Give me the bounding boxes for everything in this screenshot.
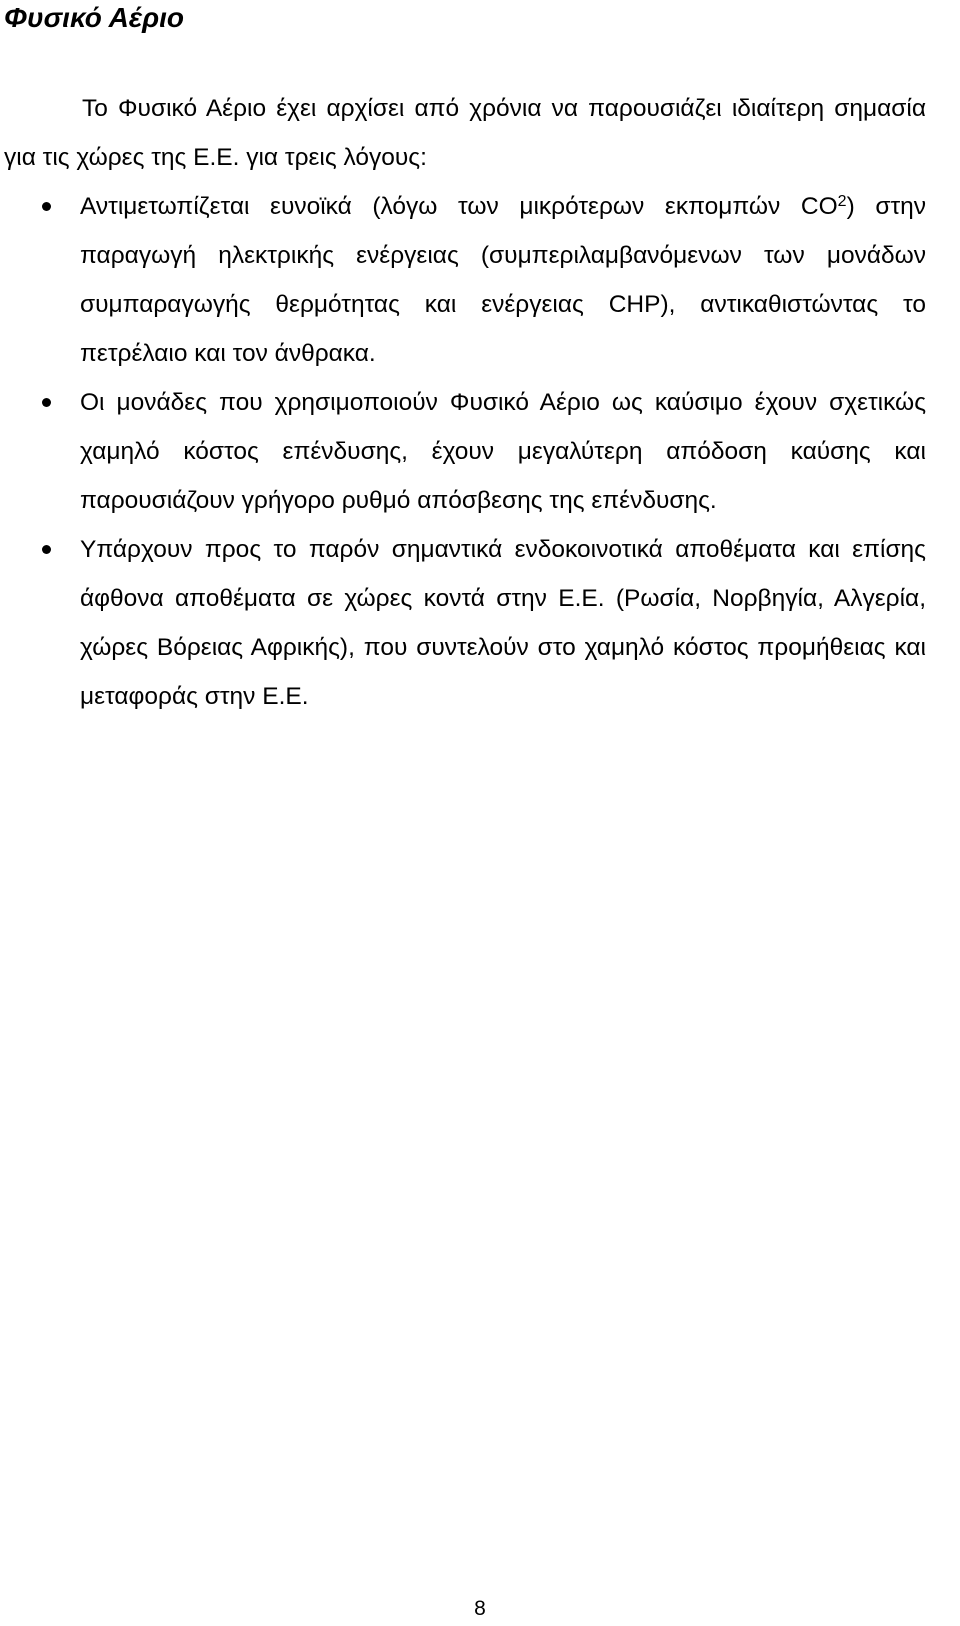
bullet-icon <box>42 398 51 407</box>
bullet-list <box>4 182 926 721</box>
bullet-icon <box>42 202 51 211</box>
bullet-text <box>80 193 926 367</box>
bullet-text-part: ) στην παραγωγή ηλεκτρικής ενέργειας (συμπεριλαμβανόμενων των μονάδων συμπαραγωγής θερμότητας και ενέργειας CHP), αντικαθιστώντας το πετρέλαιο και τον άνθρακα. <box>80 193 926 367</box>
section-heading: Φυσικό Αέριο <box>4 2 185 33</box>
list-item <box>4 525 926 721</box>
list-item <box>4 182 926 378</box>
page-number: 8 <box>474 1597 486 1620</box>
bullet-text: Υπάρχουν προς το παρόν σημαντικά ενδοκοινοτικά αποθέματα και επίσης άφθονα αποθέματα σε χώρες κοντά στην Ε.Ε. (Ρωσία, Νορβηγία, Αλγερία, χώρες Βόρειας Αφρικής), που συντελούν στο χαμηλό κόστος προμήθειας και μεταφοράς στην Ε.Ε. <box>80 536 926 710</box>
body-text <box>4 84 926 721</box>
bullet-icon <box>42 545 51 554</box>
bullet-text: Οι μονάδες που χρησιμοποιούν Φυσικό Αέριο ως καύσιμο έχουν σχετικώς χαμηλό κόστος επένδυσης, έχουν μεγαλύτερη απόδοση καύσης και παρουσιάζουν γρήγορο ρυθμό απόσβεσης της επένδυσης. <box>80 389 926 514</box>
intro-paragraph: Το Φυσικό Αέριο έχει αρχίσει από χρόνια να παρουσιάζει ιδιαίτερη σημασία για τις χώρες της Ε.Ε. για τρεις λόγους: <box>4 95 926 171</box>
list-item <box>4 378 926 525</box>
bullet-text-part: Αντιμετωπίζεται ευνοϊκά (λόγω των μικρότερων εκπομπών CO <box>80 193 838 220</box>
subscript-number: 2 <box>837 193 847 210</box>
